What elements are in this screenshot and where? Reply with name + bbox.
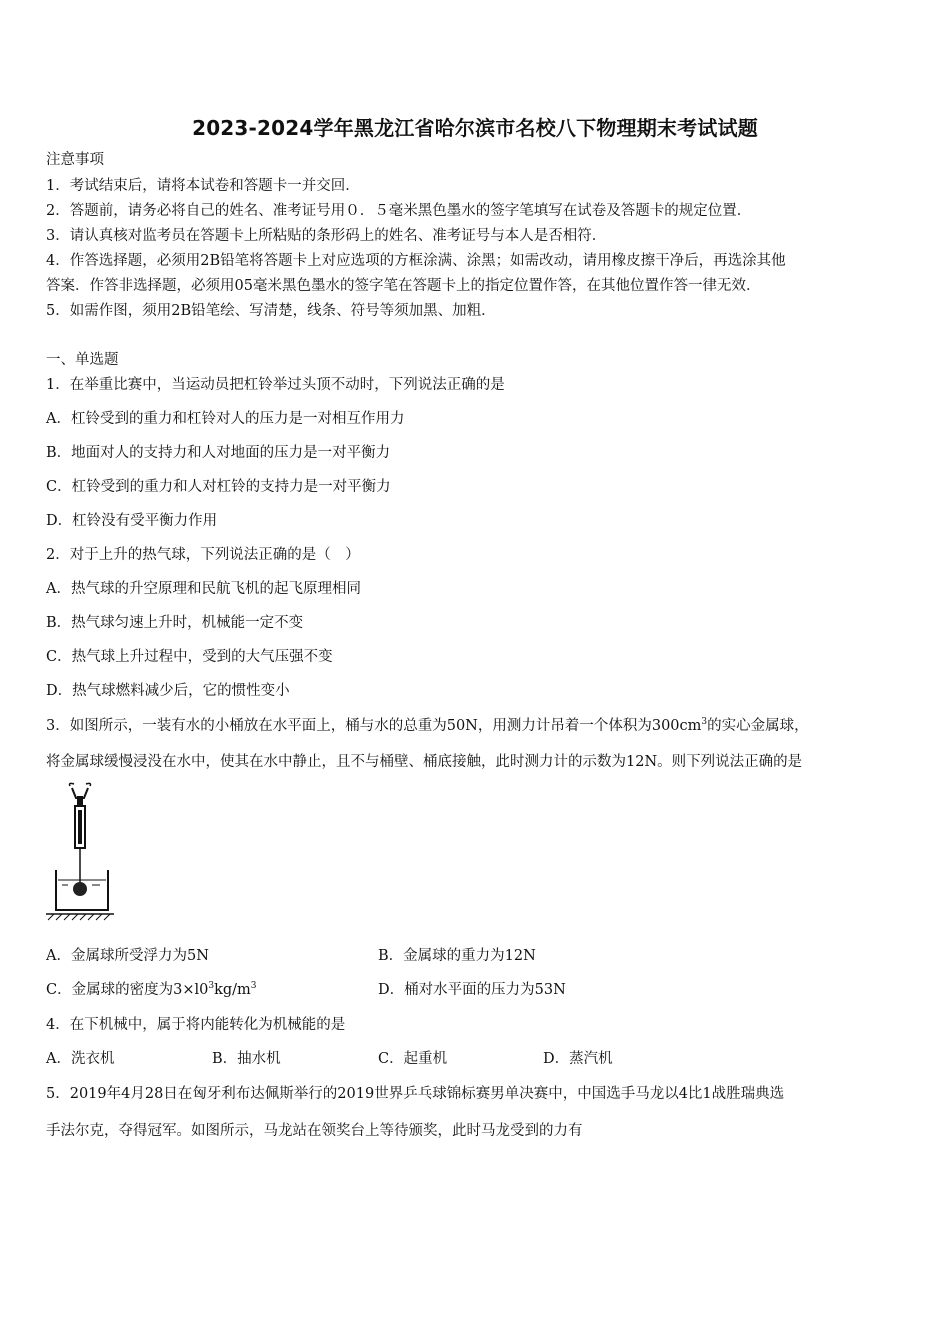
- question-2-option-b: B．热气球匀速上升时，机械能一定不变: [46, 615, 304, 631]
- notice-item: 5．如需作图，须用2B铅笔绘、写清楚，线条、符号等须加黑、加粗．: [46, 303, 496, 319]
- question-2-option-c: C．热气球上升过程中，受到的大气压强不变: [46, 649, 333, 665]
- question-4-option-d: D．蒸汽机: [543, 1051, 613, 1067]
- notice-item: 4．作答选择题，必须用2B铅笔将答题卡上对应选项的方框涂满、涂黑；如需改动，请用橡皮擦干净后，再选涂其他: [46, 253, 786, 269]
- notice-item: 1．考试结束后，请将本试卷和答题卡一并交回．: [46, 178, 360, 194]
- question-3-option-b: B．金属球的重力为12N: [378, 948, 536, 964]
- question-3-stem-line-1: [46, 716, 809, 736]
- question-2-option-d: D．热气球燃料减少后，它的惯性变小: [46, 683, 290, 699]
- question-1-option-a: A．杠铃受到的重力和杠铃对人的压力是一对相互作用力: [46, 411, 405, 427]
- exam-title: 2023-2024学年黑龙江省哈尔滨市名校八下物理期末考试试题: [192, 116, 758, 140]
- question-2-option-a: A．热气球的升空原理和民航飞机的起飞原理相同: [46, 581, 361, 597]
- question-3-option-a: A．金属球所受浮力为5N: [46, 948, 209, 964]
- question-1-option-c: C．杠铃受到的重力和人对杠铃的支持力是一对平衡力: [46, 479, 391, 495]
- section-heading: 一、单选题: [46, 352, 119, 368]
- q3-c-text: C．金属球的密度为3×l0: [46, 982, 209, 998]
- question-3-option-d: D．桶对水平面的压力为53N: [378, 982, 566, 998]
- question-3-option-c: [46, 980, 257, 1000]
- question-5-stem-line-1: 5．2019年4月28日在匈牙利布达佩斯举行的2019世界乒乓球锦标赛男单决赛中，中国选手马龙以4比1战胜瑞典选: [46, 1086, 785, 1102]
- question-5-stem-line-2: 手法尔克，夺得冠军。如图所示，马龙站在领奖台上等待颁奖，此时马龙受到的力有: [46, 1123, 583, 1139]
- q3-c-sup-2: 3: [250, 981, 257, 992]
- question-2-stem: 2．对于上升的热气球，下列说法正确的是（ ）: [46, 547, 360, 563]
- q3-stem-text: 3．如图所示，一装有水的小桶放在水平面上，桶与水的总重为50N，用测力计吊着一个体积为300cm: [46, 718, 702, 734]
- q3-c-sup-1: 3: [208, 981, 215, 992]
- question-4-option-a: A．洗衣机: [46, 1051, 115, 1067]
- question-4-option-c: C．起重机: [378, 1051, 448, 1067]
- question-3-stem-line-2: 将金属球缓慢浸没在水中，使其在水中静止，且不与桶壁、桶底接触，此时测力计的示数为12N。则下列说法正确的是: [46, 754, 803, 770]
- notice-item: 2．答题前，请务必将自己的姓名、准考证号用０．５毫米黑色墨水的签字笔填写在试卷及答题卡的规定位置．: [46, 203, 752, 219]
- notice-item: 答案．作答非选择题，必须用05毫米黑色墨水的签字笔在答题卡上的指定位置作答，在其他位置作答一律无效．: [46, 278, 761, 294]
- notice-heading: 注意事项: [46, 152, 104, 168]
- question-1-option-b: B．地面对人的支持力和人对地面的压力是一对平衡力: [46, 445, 391, 461]
- q3-stem-text-end: 的实心金属球，: [707, 718, 809, 734]
- question-4-stem: 4．在下机械中，属于将内能转化为机械能的是: [46, 1017, 346, 1033]
- question-1-option-d: D．杠铃没有受平衡力作用: [46, 513, 218, 529]
- spring-scale-bucket-figure: [44, 782, 116, 922]
- question-4-option-b: B．抽水机: [212, 1051, 281, 1067]
- notice-item: 3．请认真核对监考员在答题卡上所粘贴的条形码上的姓名、准考证号与本人是否相符．: [46, 228, 607, 244]
- q3-c-unit: kg/m: [214, 982, 251, 998]
- q3-stem-sup: 3: [701, 717, 708, 728]
- question-1-stem: 1．在举重比赛中，当运动员把杠铃举过头顶不动时，下列说法正确的是: [46, 377, 505, 393]
